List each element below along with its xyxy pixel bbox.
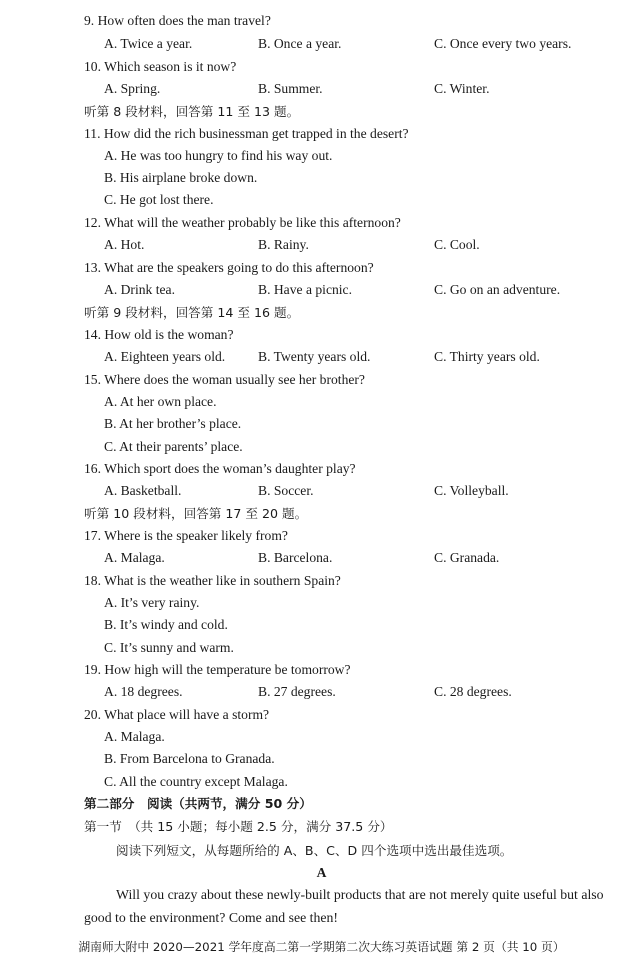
q19-option-b: B. 27 degrees. (258, 684, 336, 699)
q12-option-a: A. Hot. (104, 237, 145, 252)
q16-stem: 16. Which sport does the woman’s daughter play? (84, 461, 356, 476)
q12-option-c: C. Cool. (434, 237, 480, 252)
q19-option-c: C. 28 degrees. (434, 684, 512, 699)
q16-option-c: C. Volleyball. (434, 483, 509, 498)
q14-stem: 14. How old is the woman? (84, 327, 234, 342)
q9-stem: 9. How often does the man travel? (84, 13, 271, 28)
q13-option-b: B. Have a picnic. (258, 282, 352, 297)
q12-stem: 12. What will the weather probably be like this afternoon? (84, 215, 401, 230)
q14-option-a: A. Eighteen years old. (104, 349, 226, 364)
q14-option-b: B. Twenty years old. (258, 349, 371, 364)
q20-stem: 20. What place will have a storm? (84, 707, 270, 722)
q10-option-a: A. Spring. (104, 81, 161, 96)
q18-option-c: C. It’s sunny and warm. (104, 640, 234, 655)
q15-option-c: C. At their parents’ place. (104, 439, 243, 454)
q11-option-b: B. His airplane broke down. (104, 170, 258, 185)
q17-option-b: B. Barcelona. (258, 550, 333, 565)
passage-label: A (316, 865, 327, 880)
q14-option-c: C. Thirty years old. (434, 349, 540, 364)
q16-option-b: B. Soccer. (258, 483, 314, 498)
section-10-heading: 听第 10 段材料，回答第 17 至 20 题。 (84, 506, 308, 521)
q18-option-a: A. It’s very rainy. (104, 595, 200, 610)
page-footer: 湖南师大附中 2020—2021 学年度高二第一学期第二次大练习英语试题 第 2 页（共 10 页） (78, 940, 565, 954)
q18-option-b: B. It’s windy and cold. (104, 617, 228, 632)
q16-option-a: A. Basketball. (104, 483, 182, 498)
q17-option-c: C. Granada. (434, 550, 500, 565)
q18-stem: 18. What is the weather like in southern Spain? (84, 573, 341, 588)
q10-stem: 10. Which season is it now? (84, 59, 237, 74)
part-two-heading: 第二部分 阅读（共两节，满分 50 分） (84, 796, 312, 811)
section-9-heading: 听第 9 段材料，回答第 14 至 16 题。 (84, 305, 300, 320)
q15-option-a: A. At her own place. (104, 394, 217, 409)
q9-option-a: A. Twice a year. (104, 36, 193, 51)
q19-option-a: A. 18 degrees. (104, 684, 183, 699)
q11-option-a: A. He was too hungry to find his way out. (104, 148, 333, 163)
q13-option-a: A. Drink tea. (104, 282, 175, 297)
q19-stem: 19. How high will the temperature be tomorrow? (84, 662, 351, 677)
q20-option-a: A. Malaga. (104, 729, 165, 744)
q9-option-b: B. Once a year. (258, 36, 342, 51)
q13-option-c: C. Go on an adventure. (434, 282, 561, 297)
q15-option-b: B. At her brother’s place. (104, 416, 242, 431)
q20-option-c: C. All the country except Malaga. (104, 774, 288, 789)
q11-option-c: C. He got lost there. (104, 192, 214, 207)
q15-stem: 15. Where does the woman usually see her brother? (84, 372, 365, 387)
q10-option-c: C. Winter. (434, 81, 490, 96)
q20-option-b: B. From Barcelona to Granada. (104, 751, 275, 766)
q13-stem: 13. What are the speakers going to do this afternoon? (84, 260, 374, 275)
q10-option-b: B. Summer. (258, 81, 323, 96)
q9-option-c: C. Once every two years. (434, 36, 572, 51)
part-two-section-one-heading: 第一节 （共 15 小题；每小题 2.5 分，满分 37.5 分） (84, 819, 393, 834)
passage-text: Will you crazy about these newly-built products that are not merely quite useful but also good to the environment? Come and see then! (84, 887, 604, 925)
section-8-heading: 听第 8 段材料，回答第 11 至 13 题。 (84, 104, 300, 119)
q11-stem: 11. How did the rich businessman get trapped in the desert? (84, 126, 409, 141)
reading-instructions: 阅读下列短文，从每题所给的 A、B、C、D 四个选项中选出最佳选项。 (116, 843, 513, 858)
q17-stem: 17. Where is the speaker likely from? (84, 528, 288, 543)
q12-option-b: B. Rainy. (258, 237, 309, 252)
q17-option-a: A. Malaga. (104, 550, 165, 565)
